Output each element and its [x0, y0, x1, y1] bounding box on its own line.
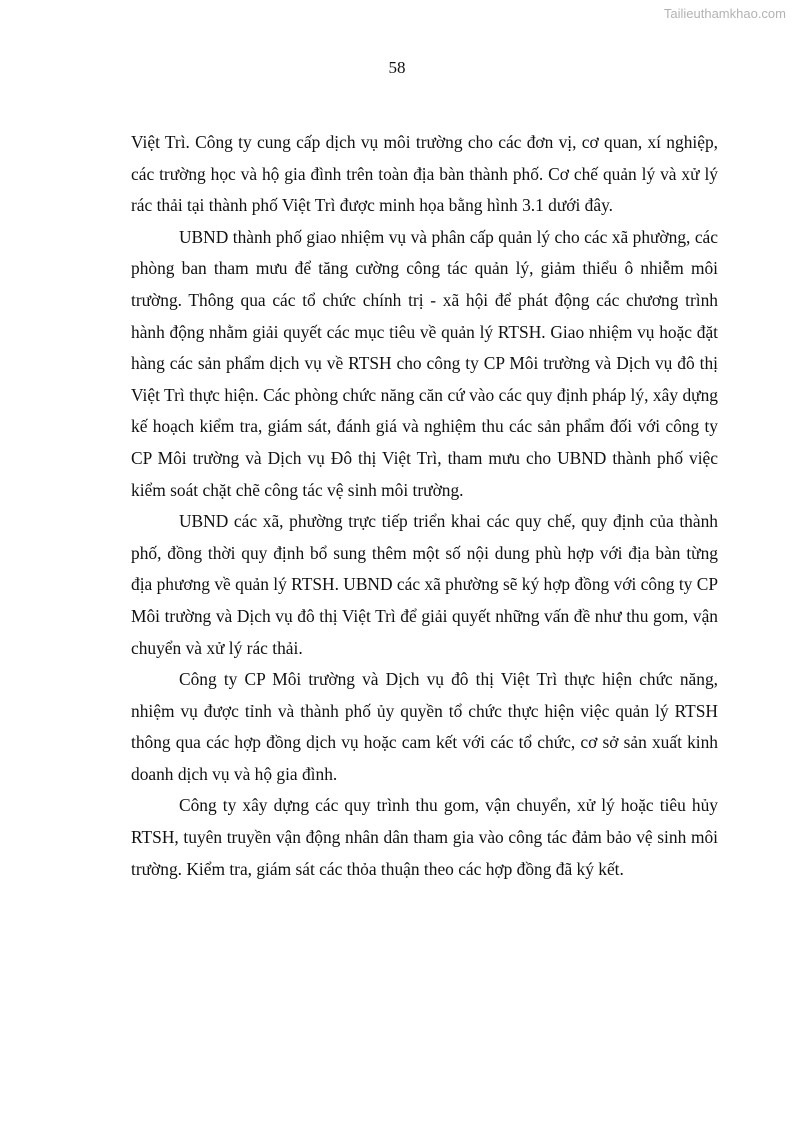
paragraph-1: Việt Trì. Công ty cung cấp dịch vụ môi trường cho các đơn vị, cơ quan, xí nghiệp, các trường học và hộ gia đình trên toàn địa bàn thành phố. Cơ chế quản lý và xử lý rác thải tại thành phố Việt Trì được minh họa bằng hình 3.1 dưới đây. [131, 132, 718, 216]
paragraph-3: UBND các xã, phường trực tiếp triển khai các quy chế, quy định của thành phố, đồng thời quy định bổ sung thêm một số nội dung phù hợp với địa bàn từng địa phương về quản lý RTSH. UBND các xã phường sẽ ký hợp đồng với công ty CP Môi trường và Dịch vụ đô thị Việt Trì để giải quyết những vấn đề như thu gom, vận chuyển và xử lý rác thải. [131, 511, 718, 658]
paragraph-2: UBND thành phố giao nhiệm vụ và phân cấp quản lý cho các xã phường, các phòng ban tham mưu để tăng cường công tác quản lý, giảm thiểu ô nhiễm môi trường. Thông qua các tổ chức chính trị - xã hội để phát động các chương trình hành động nhằm giải quyết các mục tiêu về quản lý RTSH. Giao nhiệm vụ hoặc đặt hàng các sản phẩm dịch vụ về RTSH cho công ty CP Môi trường và Dịch vụ đô thị Việt Trì thực hiện. Các phòng chức năng căn cứ vào các quy định pháp lý, xây dựng kế hoạch kiểm tra, giám sát, đánh giá và nghiệm thu các sản phẩm đối với công ty CP Môi trường và Dịch vụ Đô thị Việt Trì, tham mưu cho UBND thành phố việc kiểm soát chặt chẽ công tác vệ sinh môi trường. [131, 226, 718, 500]
paragraph-5: Công ty xây dựng các quy trình thu gom, vận chuyển, xử lý hoặc tiêu hủy RTSH, tuyên truyền vận động nhân dân tham gia vào công tác đảm bảo vệ sinh môi trường. Kiểm tra, giám sát các thỏa thuận theo các hợp đồng đã ký kết. [131, 795, 718, 879]
page-number: 58 [388, 58, 406, 77]
document-body [131, 127, 718, 885]
watermark: Tailieuthamkhao.com [663, 6, 786, 21]
paragraph-4: Công ty CP Môi trường và Dịch vụ đô thị Việt Trì thực hiện chức năng, nhiệm vụ được tỉnh và thành phố ủy quyền tổ chức thực hiện việc quản lý RTSH thông qua các hợp đồng dịch vụ hoặc cam kết với các tổ chức, cơ sở sản xuất kinh doanh dịch vụ và hộ gia đình. [131, 669, 718, 784]
